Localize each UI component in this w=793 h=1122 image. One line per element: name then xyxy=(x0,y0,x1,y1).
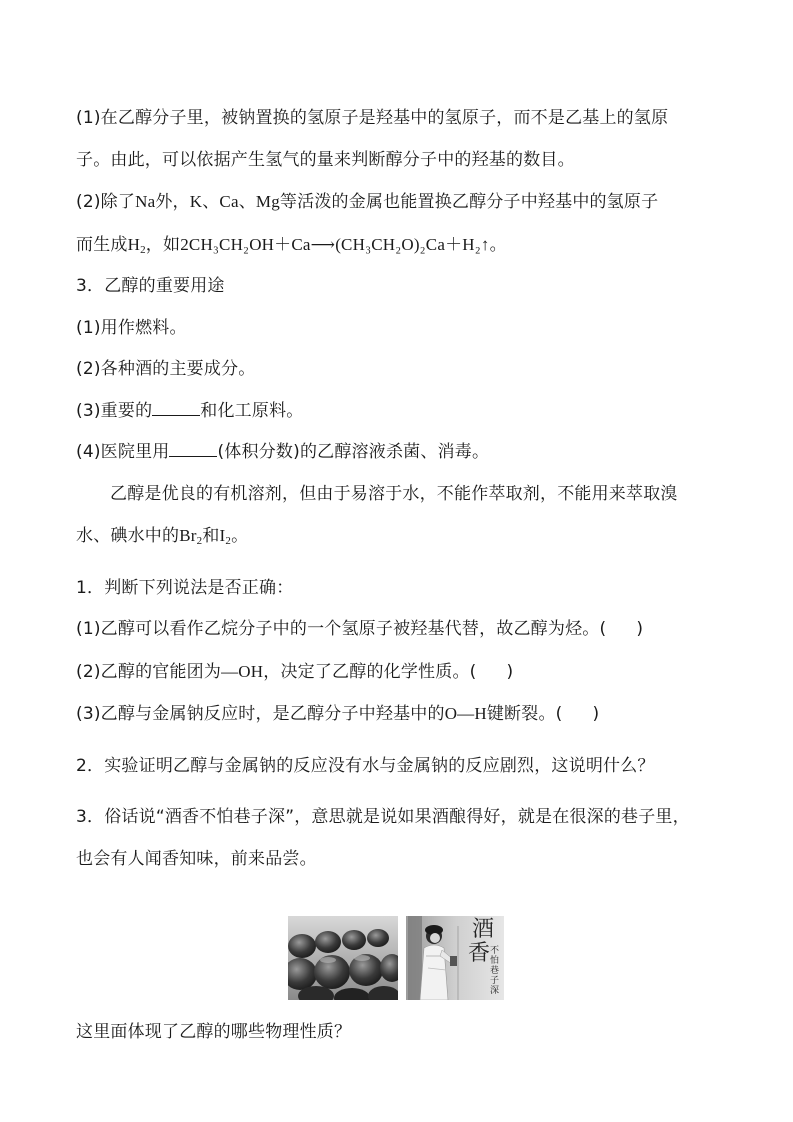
use-item-3 xyxy=(76,391,726,433)
subscript: 2 xyxy=(140,243,146,256)
text: 等活泼的金属也能置换乙醇分子中羟基中的氢原子 xyxy=(279,192,659,212)
paragraph-2-line-1 xyxy=(76,181,726,224)
sodium-symbol: Na xyxy=(135,192,156,211)
text: ) xyxy=(506,661,514,682)
poster-vertical-text: 不怕巷子深 xyxy=(490,946,500,996)
oh-bond: O—H xyxy=(444,704,487,723)
note-line-1 xyxy=(76,474,726,516)
use-item-4 xyxy=(76,432,726,474)
subscript: 2 xyxy=(225,535,232,547)
text: 。 xyxy=(231,526,249,546)
bromine-symbol: Br xyxy=(179,526,197,545)
text: (1)在乙醇分子里，被钠置换的氢原子是羟基中的氢原子，而不是乙基上的氢原 xyxy=(76,108,669,128)
text: 乙醇是优良的有机溶剂，但由于易溶于水，不能作萃取剂，不能用来萃取溴 xyxy=(110,483,678,504)
text: (4)医院里用 xyxy=(76,442,170,462)
text: (2)各种酒的主要成分。 xyxy=(76,359,256,379)
hydroxyl-group: —OH xyxy=(221,661,264,681)
illustrations xyxy=(288,916,504,1000)
text: 水、碘水中的 xyxy=(76,526,180,546)
question-3-line-1 xyxy=(76,797,726,839)
hydrogen-symbol: H xyxy=(127,234,141,254)
question-1 xyxy=(76,568,726,610)
text: (1)用作燃料。 xyxy=(76,317,187,338)
text: (3)重要的 xyxy=(76,400,153,421)
text: (2)除了 xyxy=(76,192,136,212)
text: 这里面体现了乙醇的哪些物理性质？ xyxy=(76,1022,352,1042)
iodine-symbol: I xyxy=(219,526,226,545)
text: 也会有人闻香知味，前来品尝。 xyxy=(76,848,317,869)
wine-jars-photo xyxy=(288,916,398,1000)
text: 子。由此，可以依据产生氢气的量来判断醇分子中的羟基的数目。 xyxy=(76,149,575,170)
text: (3)乙醇与金属钠反应时，是乙醇分子中羟基中的 xyxy=(76,704,445,724)
paragraph-1-line-2 xyxy=(76,140,726,182)
text: 3．乙醇的重要用途 xyxy=(76,276,225,296)
fill-in-blank[interactable] xyxy=(152,401,200,416)
question-1-item-2 xyxy=(76,651,726,694)
text: (体积分数)的乙醇溶液杀菌、消毒。 xyxy=(217,442,490,462)
question-3-line-2 xyxy=(76,839,726,881)
text: ) xyxy=(636,619,644,639)
text: ，如 xyxy=(145,234,181,255)
text: 和化工原料。 xyxy=(200,400,304,421)
question-2 xyxy=(76,746,726,788)
chemical-equation: 2CH₃CH₂OH＋Ca⟶(CH₃CH₂O)₂Ca＋H₂↑ xyxy=(180,234,490,254)
fill-in-blank[interactable] xyxy=(169,442,217,457)
text: (1)乙醇可以看作乙烷分子中的一个氢原子被羟基代替，故乙醇为烃。( xyxy=(76,619,607,639)
paragraph-1-line-1 xyxy=(76,98,726,140)
note-line-2 xyxy=(76,515,726,558)
text: 键断裂。( xyxy=(486,704,563,724)
question-1-item-1 xyxy=(76,609,726,651)
question-1-item-3 xyxy=(76,693,726,736)
text: 和 xyxy=(202,526,220,546)
wine-poster-image xyxy=(406,916,504,1000)
metal-symbols: K、Ca、Mg xyxy=(189,192,280,211)
section-heading-uses xyxy=(76,266,726,308)
text: 。 xyxy=(489,234,507,255)
text: 而生成 xyxy=(76,234,128,255)
subscript: 2 xyxy=(196,535,203,547)
text: 外， xyxy=(155,192,190,212)
use-item-2 xyxy=(76,349,726,391)
text: ) xyxy=(592,704,600,724)
text: 2．实验证明乙醇与金属钠的反应没有水与金属钠的反应剧烈，这说明什么？ xyxy=(76,755,655,776)
text: 3．俗话说“酒香不怕巷子深”，意思就是说如果酒酿得好，就是在很深的巷子里， xyxy=(76,807,690,827)
text: 1．判断下列说法是否正确： xyxy=(76,577,294,598)
use-item-1 xyxy=(76,308,726,350)
paragraph-2-line-2 xyxy=(76,224,726,267)
question-3-prompt xyxy=(76,1012,351,1054)
poster-character-1: 酒 xyxy=(472,917,495,942)
text: ，决定了乙醇的化学性质。( xyxy=(263,661,477,682)
text: (2)乙醇的官能团为 xyxy=(76,661,222,682)
document-body xyxy=(76,98,726,880)
poster-character-2: 香 xyxy=(468,941,491,966)
